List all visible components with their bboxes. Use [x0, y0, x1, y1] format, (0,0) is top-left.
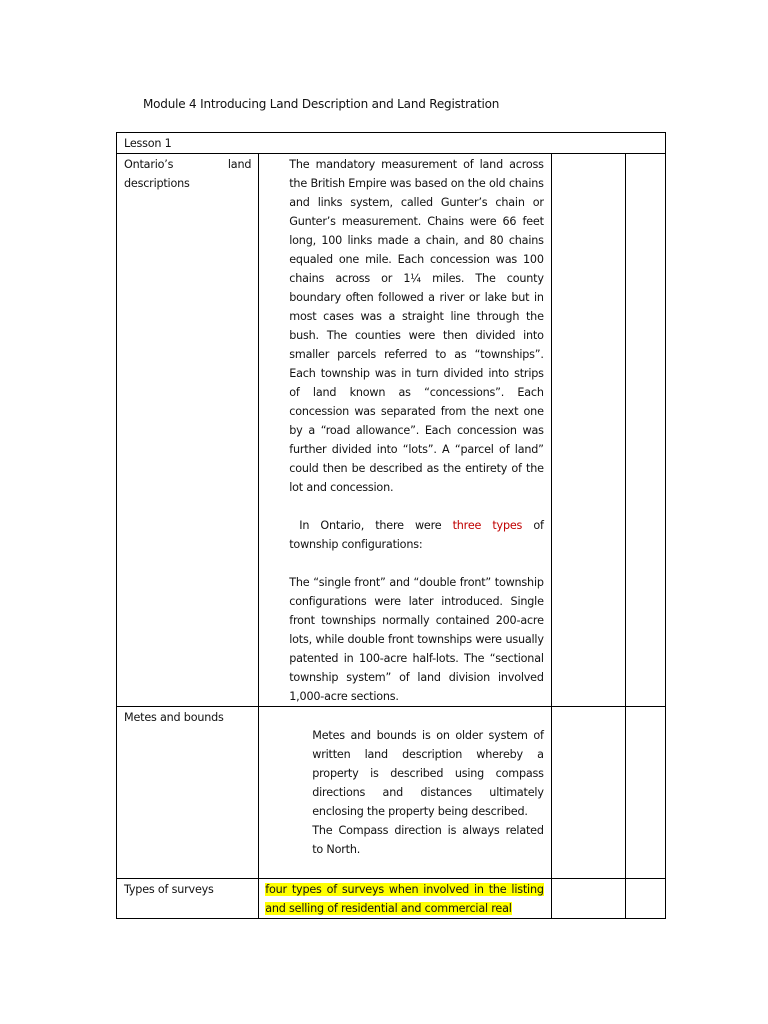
topic-cell: Ontario’s land descriptions [117, 154, 259, 707]
chains-paragraph: The mandatory measurement of land across the British Empire was based on the old chains and links system, called Gunter’s chain or Gunter’s measurement. Chains were 66 feet long, 100 links made a chain, and 80 chains equaled one mile. Each concession was 100 chains across or 1¼ miles. The county boundary often followed a river or lake but in most cases was a straight line through the bush. The counties were then divided into smaller parcels referred to as “townships”. Each township was in turn divided into strips of land known as “concessions”. Each concession was separated from the next one by a “road allowance”. Each concession was further divided into “lots”. A “parcel of land” could then be described as the entirety of the lot and concession. [289, 158, 544, 494]
metes-paragraph: Metes and bounds is on older system of written land description whereby a property is described using compass directions and distances ultimately enclosing the property being described. [312, 729, 544, 818]
module-title: Module 4 Introducing Land Description and Land Registration [143, 97, 500, 111]
front-configurations-paragraph: The “single front” and “double front” township configurations were later introduced. Single front townships normally contained 200-acre lots, while double front townships were usually patented in 100-acre half-lots. The “sectional township system” of land division involved 1,000-acre sections. [289, 576, 544, 703]
township-types-paragraph [289, 516, 544, 554]
empty-cell [551, 154, 625, 707]
lesson-label: Lesson 1 [117, 133, 666, 154]
three-types-emphasis: three types [452, 519, 523, 532]
table-row [117, 707, 666, 879]
lesson-header-row [117, 133, 666, 154]
surveys-highlighted-text: four types of surveys when involved in the listing and selling of residential and commercial real [265, 883, 544, 915]
empty-cell [625, 154, 665, 707]
paragraph-text: In Ontario, there were [299, 519, 453, 532]
lesson-table [116, 132, 666, 919]
topic-cell: Metes and bounds [117, 707, 259, 879]
empty-cell [551, 707, 625, 879]
description-cell [259, 154, 552, 707]
table-row [117, 879, 666, 919]
empty-cell [551, 879, 625, 919]
paragraph-text: of township configurations: [289, 519, 544, 551]
description-cell [259, 879, 552, 919]
compass-paragraph: The Compass direction is always related to North. [312, 824, 544, 856]
empty-cell [625, 879, 665, 919]
topic-cell: Types of surveys [117, 879, 259, 919]
empty-cell [625, 707, 665, 879]
description-cell [259, 707, 552, 879]
table-row [117, 154, 666, 707]
